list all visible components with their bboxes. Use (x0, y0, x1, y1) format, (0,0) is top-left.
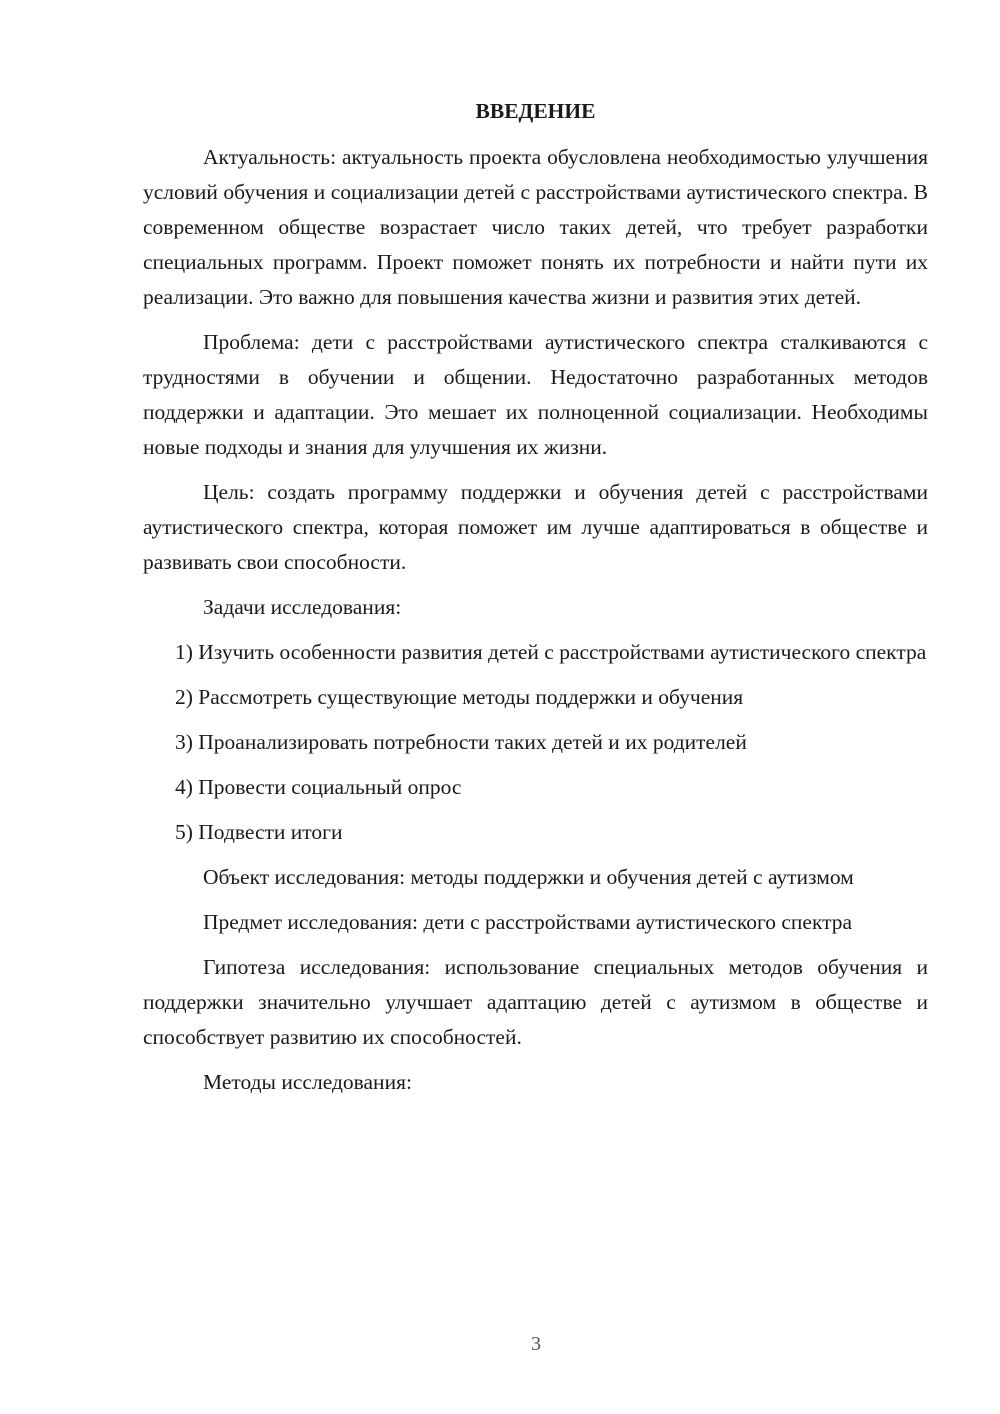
paragraph-goal: Цель: создать программу поддержки и обучения детей с расстройствами аутистического спектра, которая поможет им лучше адаптироваться в обществе и развивать свои способности. (143, 480, 928, 574)
paragraph-tasks-heading: Задачи исследования: (203, 595, 402, 619)
paragraph-hypothesis: Гипотеза исследования: использование специальных методов обучения и поддержки значительно улучшает адаптацию детей с аутизмом в обществе и способствует развитию их способностей. (143, 955, 928, 1049)
paragraph-methods: Методы исследования: (203, 1070, 412, 1094)
section-title: ВВЕДЕНИЕ (475, 99, 596, 123)
task-item-4: 4) Провести социальный опрос (175, 775, 462, 799)
task-item-1: 1) Изучить особенности развития детей с расстройствами аутистического спектра (175, 640, 927, 664)
task-item-5: 5) Подвести итоги (175, 820, 343, 844)
page-number: 3 (531, 1333, 541, 1355)
paragraph-subject: Предмет исследования: дети с расстройствами аутистического спектра (203, 910, 853, 934)
task-item-3: 3) Проанализировать потребности таких детей и их родителей (175, 730, 747, 754)
paragraph-relevance: Актуальность: актуальность проекта обусловлена необходимостью улучшения условий обучения и социализации детей с расстройствами аутистического спектра. В современном обществе возрастает число таких детей, что требует разработки специальных программ. Проект поможет понять их потребности и найти пути их реализации. Это важно для повышения качества жизни и развития этих детей. (143, 145, 928, 309)
paragraph-object: Объект исследования: методы поддержки и обучения детей с аутизмом (203, 865, 854, 889)
task-item-2: 2) Рассмотреть существующие методы поддержки и обучения (175, 685, 744, 709)
page-content (143, 96, 928, 1110)
paragraph-problem: Проблема: дети с расстройствами аутистического спектра сталкиваются с трудностями в обучении и общении. Недостаточно разработанных методов поддержки и адаптации. Это мешает их полноценной социализации. Необходимы новые подходы и знания для улучшения их жизни. (143, 330, 928, 459)
